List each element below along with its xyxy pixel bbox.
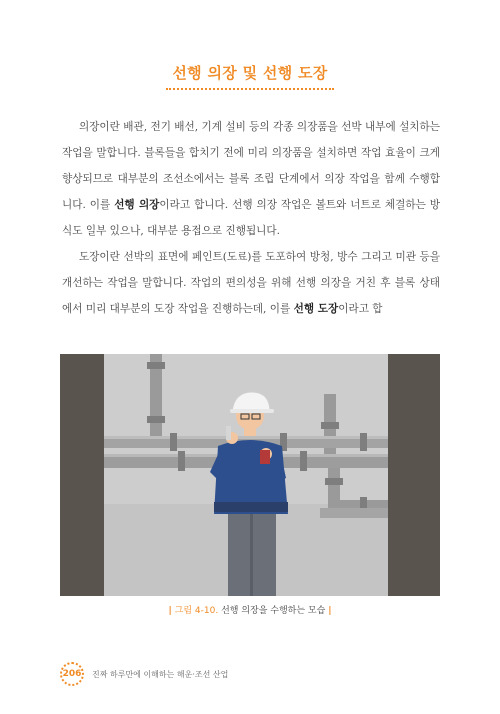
figure-caption — [0, 603, 500, 616]
paragraph-outfitting — [62, 114, 440, 244]
paragraph-painting — [62, 244, 440, 322]
paragraph-painting-text-end: 이라고 합 — [338, 303, 383, 315]
page-footer — [60, 662, 228, 686]
paragraph-outfitting-text-end: 이라고 합니다. 선행 의장 작업은 볼트와 너트로 체결하는 방식도 일부 있으나, 대부분 용접으로 진행됩니다. — [62, 199, 440, 237]
left-wall — [60, 354, 104, 596]
pre-outfitting-illustration — [60, 354, 440, 596]
page-number: 206 — [60, 662, 84, 686]
caption-text: 선행 의장을 수행하는 모습 — [221, 606, 326, 616]
right-wall — [388, 354, 440, 596]
caption-bar-left: | — [168, 606, 172, 616]
paragraph-painting-text: 도장이란 선박의 표면에 페인트(도료)를 도포하여 방청, 방수 그리고 미관 등을 개선하는 작업을 말합니다. 작업의 편의성을 위해 선행 의장을 거친 후 블록 상태에서 미리 대부분의 도장 작업을 진행하는데, 이를 — [62, 251, 440, 315]
paragraph-outfitting-text: 의장이란 배관, 전기 배선, 기계 설비 등의 각종 의장품을 선박 내부에 설치하는 작업을 말합니다. 블록들을 합치기 전에 미리 의장품을 설치하면 작업 효율이 크게 향상되므로 대부분의 조선소에서는 블록 조립 단계에서 의장 작업을 함께 수행합니다. 이를 — [62, 121, 440, 211]
term-pre-outfitting: 선행 의장 — [114, 199, 160, 211]
term-pre-painting: 선행 도장 — [293, 303, 339, 315]
running-footer-title: 진짜 하루만에 이해하는 해운·조선 산업 — [92, 669, 229, 679]
body-text — [62, 114, 440, 322]
caption-bar-right: | — [328, 606, 332, 616]
worker-pipe-illustration — [60, 354, 440, 596]
title-underline — [166, 88, 334, 90]
caption-number: 그림 4-10. — [174, 606, 219, 616]
section-title: 선행 의장 및 선행 도장 — [172, 64, 328, 82]
